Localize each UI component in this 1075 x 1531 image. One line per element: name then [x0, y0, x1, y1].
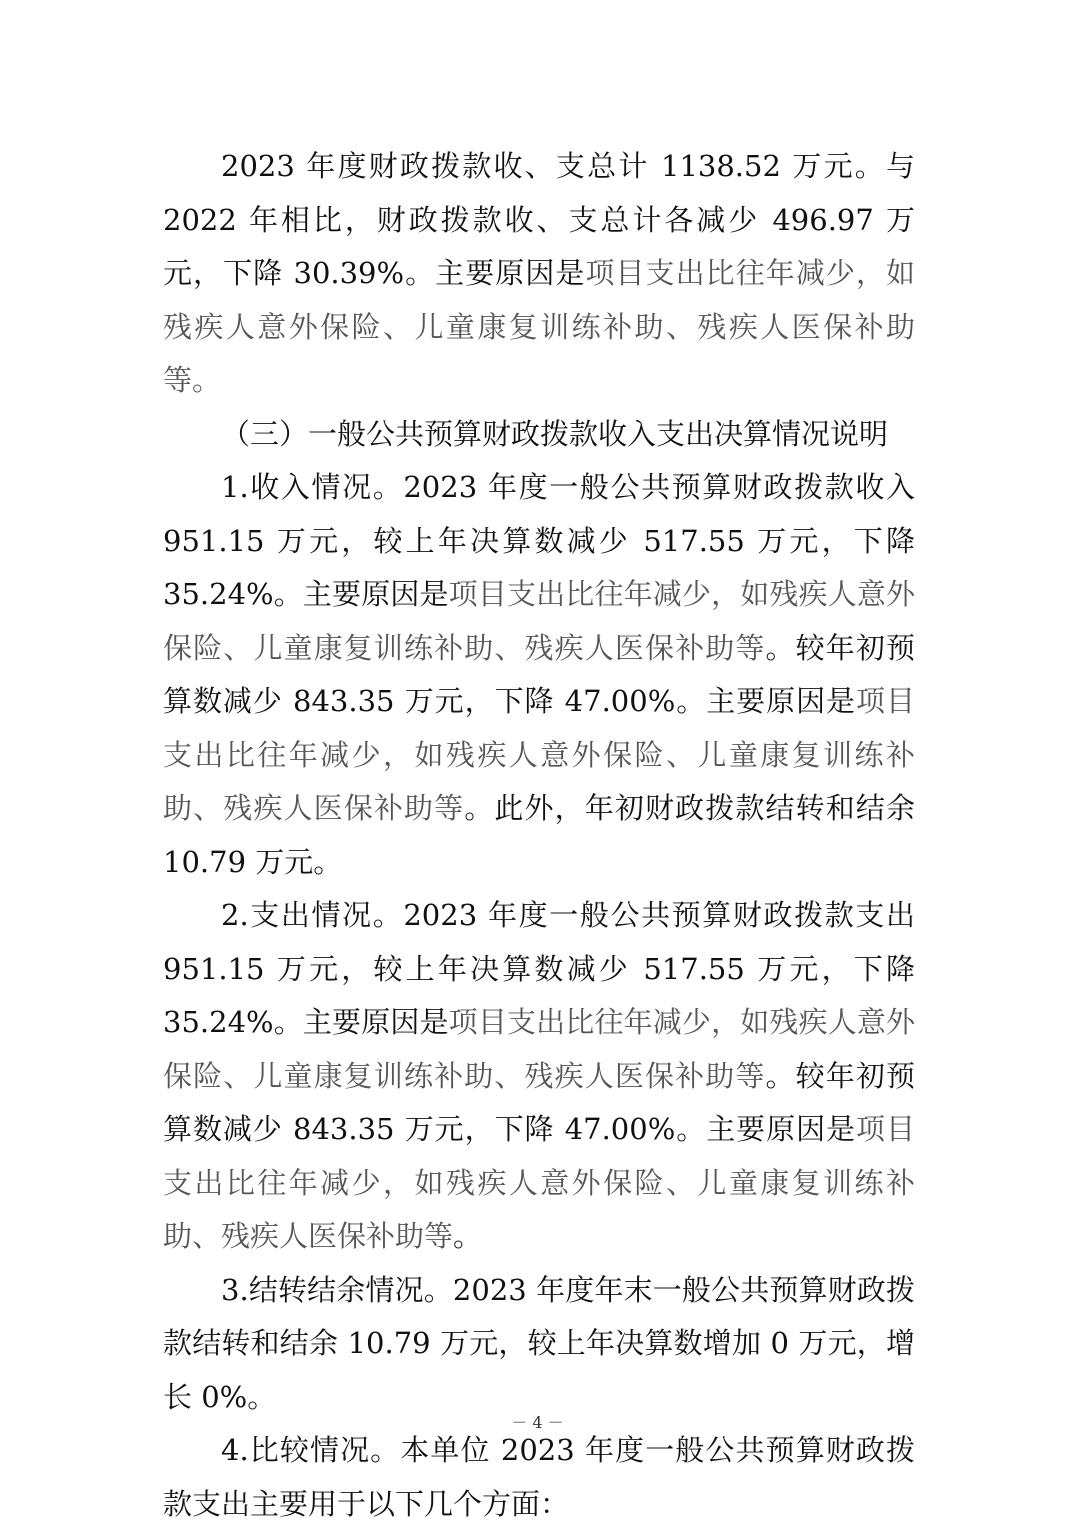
- total-funding-reason: 项目支出比往年减少，如残疾人意外保险、儿童康复训练补助、残疾人医保补助等。: [163, 256, 915, 397]
- total-funding-text: 2023 年度财政拨款收、支总计 1138.52 万元。与 2022 年相比，财政拨款收、支总计各减少 496.97 万元，下降 30.39%。主要原因是: [163, 149, 915, 290]
- expense-text-c: 。较年初预算数减少 843.35 万元，下降 47.00%。主要原因是: [163, 1058, 915, 1146]
- expense-reason-2: 项目支出比往年减少，如残疾人意外保险、儿童康复训练补助、残疾人医保补助等: [163, 1112, 915, 1253]
- paragraph-comparison: 4.比较情况。本单位 2023 年度一般公共预算财政拨款支出主要用于以下几个方面：: [163, 1433, 915, 1521]
- section-heading: （三）一般公共预算财政拨款收入支出决算情况说明: [221, 416, 889, 451]
- document-body: [163, 140, 915, 1531]
- paragraph-expense: [163, 889, 915, 1264]
- income-reason-1: 项目支出比往年减少，如残疾人意外保险、儿童康复训练补助、残疾人医保补助等: [163, 577, 915, 665]
- expense-text-a: 2.支出情况。2023 年度一般公共预算财政拨款支出 951.15 万元，较上年决算数减少 517.55 万元，下降 35.24%。主要原因是: [163, 898, 915, 1039]
- income-text-c: 。较年初预算数减少 843.35 万元，下降 47.00%。主要原因是: [163, 630, 915, 718]
- income-text-e: 。此外，年初财政拨款结转和结余 10.79 万元。: [163, 791, 915, 879]
- paragraph-income: [163, 461, 915, 889]
- expense-text-e: 。: [453, 1219, 483, 1253]
- page-number: － 4 －: [511, 1413, 564, 1432]
- income-text-a: 1.收入情况。2023 年度一般公共预算财政拨款收入 951.15 万元，较上年决算数减少 517.55 万元，下降 35.24%。主要原因是: [163, 470, 915, 611]
- income-reason-2: 项目支出比往年减少，如残疾人意外保险、儿童康复训练补助、残疾人医保补助等: [163, 684, 915, 825]
- paragraph-total-funding: [163, 140, 915, 408]
- paragraph-carryover: 3.结转结余情况。2023 年度年末一般公共预算财政拨款结转和结余 10.79 万元，较上年决算数增加 0 万元，增长 0%。: [163, 1272, 915, 1414]
- expense-reason-1: 项目支出比往年减少，如残疾人意外保险、儿童康复训练补助、残疾人医保补助等: [163, 1005, 915, 1093]
